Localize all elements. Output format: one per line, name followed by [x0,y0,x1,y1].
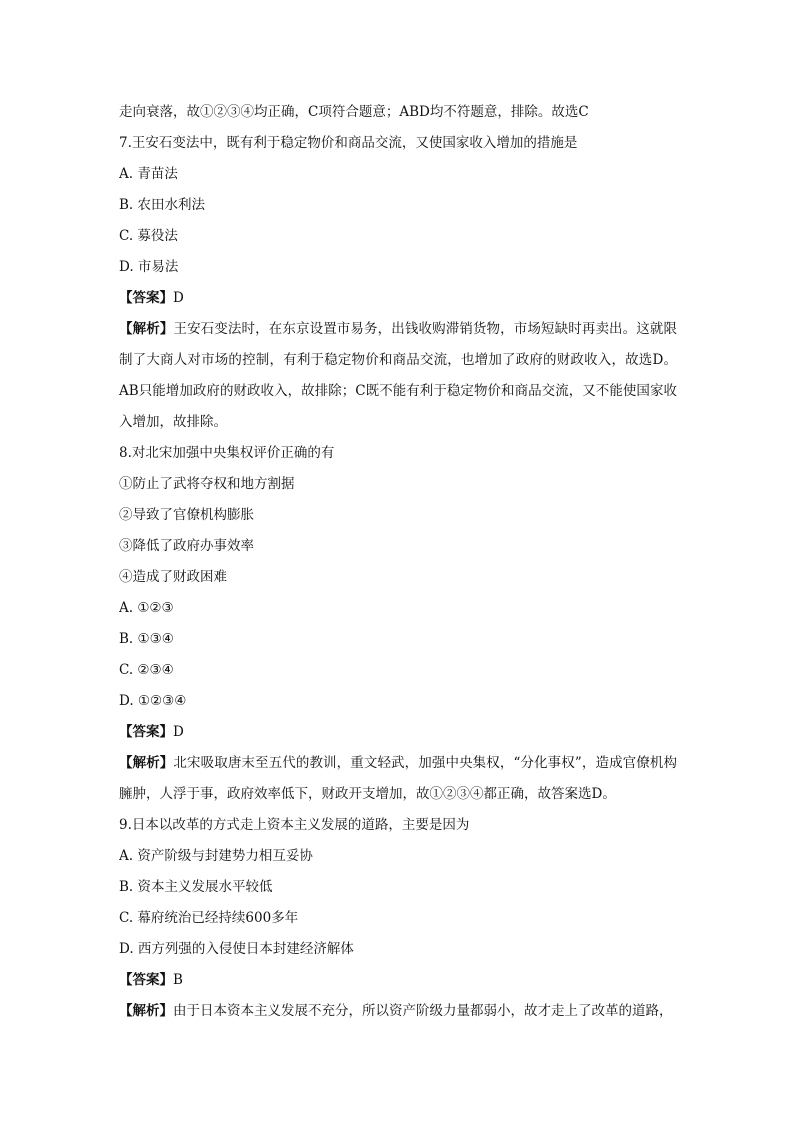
q8-stem: 8.对北宋加强中央集权评价正确的有 [119,445,335,461]
q8-answer-label: 【答案】 [119,724,173,740]
q9-option-b: B. 资本主义发展水平较低 [119,879,273,895]
q8-statement-3: ③降低了政府办事效率 [119,538,254,554]
q7-option-c: C. 募役法 [119,228,178,244]
q9-answer-value: B [173,972,183,988]
q9-analysis-label: 【解析】 [119,1003,173,1019]
q9-option-a: A. 资产阶级与封建势力相互妥协 [119,848,313,864]
q7-answer [119,283,677,314]
q8-analysis-text: 北宋吸取唐末至五代的教训，重文轻武，加强中央集权，“分化事权”，造成官僚机构臃肿，人浮于事，政府效率低下，财政开支增加，故①②③④都正确，故答案选D。 [119,755,678,802]
q7-option-a: A. 青苗法 [119,166,178,182]
q9-stem: 9.日本以改革的方式走上资本主义发展的道路，主要是因为 [119,817,470,833]
q8-analysis [119,748,677,810]
q9-option-d: D. 西方列强的入侵使日本封建经济解体 [119,941,354,957]
q9-answer [119,965,677,996]
q7-option-b: B. 农田水利法 [119,197,206,213]
q7-option-d: D. 市易法 [119,259,179,275]
q8-statement-2: ②导致了官僚机构膨胀 [119,507,254,523]
q8-answer-value: D [173,724,184,740]
q8-statement-4: ④造成了财政困难 [119,569,227,585]
q8-answer [119,717,677,748]
q9-analysis-text: 由于日本资本主义发展不充分，所以资产阶级力量都弱小，故才走上了改革的道路， [173,1003,673,1019]
q8-option-d: D. ①②③④ [119,693,187,709]
q7-stem: 7.王安石变法中，既有利于稳定物价和商品交流，又使国家收入增加的措施是 [119,135,578,151]
q7-analysis [119,314,677,438]
q7-analysis-label: 【解析】 [119,321,174,337]
q8-analysis-label: 【解析】 [119,755,174,771]
q9-option-c: C. 幕府统治已经持续600多年 [119,910,299,926]
document-page [119,97,677,1027]
q7-answer-label: 【答案】 [119,290,173,306]
q8-option-b: B. ①③④ [119,631,174,647]
q9-analysis [119,996,677,1027]
q8-option-c: C. ②③④ [119,662,174,678]
q7-answer-value: D [173,290,184,306]
q7-analysis-text: 王安石变法时，在东京设置市易务，出钱收购滞销货物，市场短缺时再卖出。这就限制了大商人对市场的控制，有利于稳定物价和商品交流，也增加了政府的财政收入，故选D。AB只能增加政府的财政收入，故排除；C既不能有利于稳定物价和商品交流，又不能使国家收入增加，故排除。 [119,321,678,430]
q9-answer-label: 【答案】 [119,972,173,988]
intro-text: 走向衰落，故①②③④均正确，C项符合题意；ABD均不符题意，排除。故选C [119,104,589,120]
q8-statement-1: ①防止了武将夺权和地方割据 [119,476,295,492]
q8-option-a: A. ①②③ [119,600,174,616]
